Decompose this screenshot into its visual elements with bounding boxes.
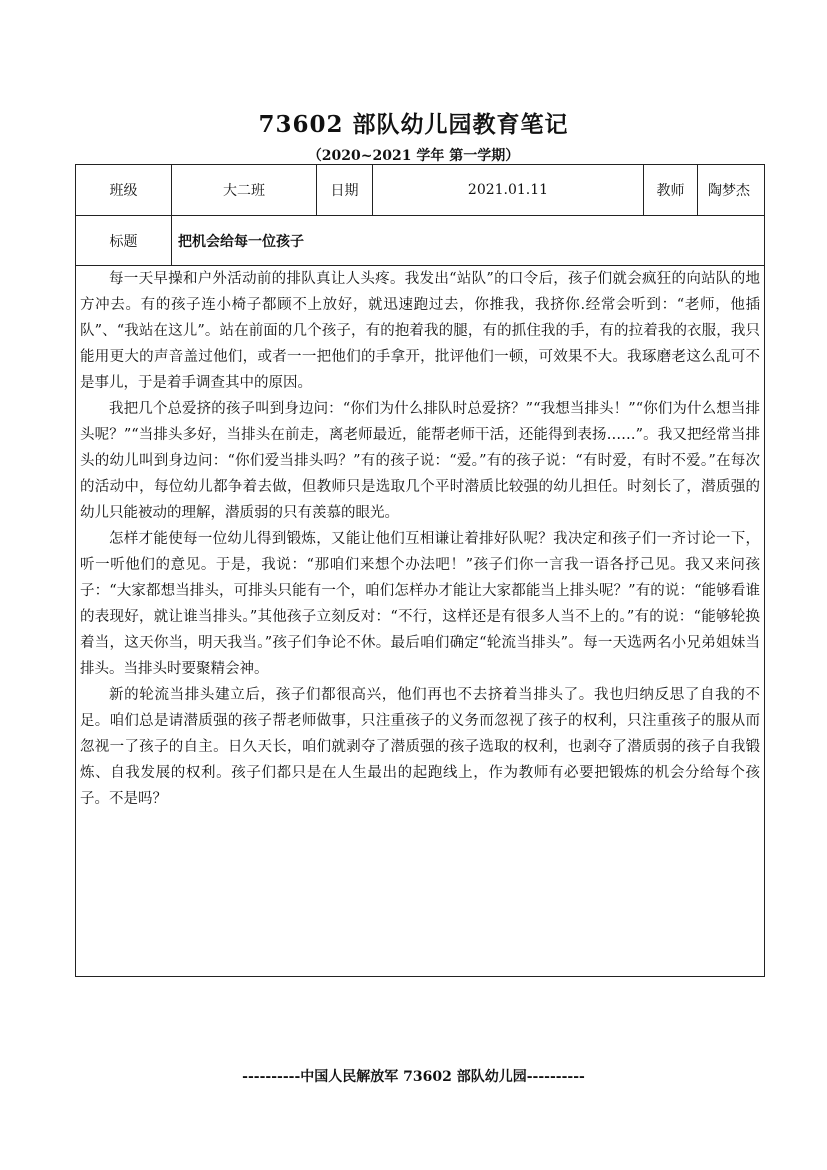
class-value: 大二班 [172,165,317,216]
essay-paragraph-1: 每一天早操和户外活动前的排队真让人头疼。我发出“站队”的口令后，孩子们就会疯狂的向站队的地方冲去。有的孩子连小椅子都顾不上放好，就迅速跑过去，你推我，我挤你.经常会听到：“老师，他插队”、“我站在这儿”。站在前面的几个孩子，有的抱着我的腿，有的抓住我的手，有的拉着我的衣服，我只能用更大的声音盖过他们，或者一一把他们的手拿开，批评他们一顿，可效果不大。我琢磨老这么乱可不是事儿，于是着手调查其中的原因。 [80,271,761,391]
page-footer: ----------中国人民解放军 73602 部队幼儿园---------- [242,1069,585,1085]
essay-cell [76,266,765,977]
class-label: 班级 [76,165,172,216]
date-value: 2021.01.11 [373,165,644,216]
teacher-value: 陶梦杰 [698,165,765,216]
topic-label: 标题 [76,216,172,266]
document-title: 73602 部队幼儿园教育笔记 [258,111,569,138]
document-subtitle: （2020~2021 学年 第一学期） [307,148,520,164]
topic-value: 把机会给每一位孩子 [172,216,765,266]
essay-paragraph-2: 我把几个总爱挤的孩子叫到身边问：“你们为什么排队时总爱挤？”“我想当排头！”“你们为什么想当排头呢？”“当排头多好，当排头在前走，离老师最近，能帮老师干活，还能得到表扬……”。我又把经常当排头的幼儿叫到身边问：“你们爱当排头吗？”有的孩子说：“爱。”有的孩子说：“有时爱，有时不爱。”在每次的活动中，每位幼儿都争着去做，但教师只是选取几个平时潜质比较强的幼儿担任。时刻长了，潜质强的幼儿只能被动的理解，潜质弱的只有羡慕的眼光。 [80,401,760,521]
teacher-label: 教师 [644,165,698,216]
topic-row [76,216,765,266]
essay-body [76,266,764,812]
essay-paragraph-4: 新的轮流当排头建立后，孩子们都很高兴，他们再也不去挤着当排头了。我也归纳反思了自我的不足。咱们总是请潜质强的孩子帮老师做事，只注重孩子的义务而忽视了孩子的权利，只注重孩子的服从而忽视一了孩子的自主。日久天长，咱们就剥夺了潜质强的孩子选取的权利，也剥夺了潜质弱的孩子自我锻炼、自我发展的权利。孩子们都只是在人生最出的起跑线上，作为教师有必要把锻炼的机会分给每个孩子。不是吗？ [80,687,760,807]
essay-paragraph-3: 怎样才能使每一位幼儿得到锻炼，又能让他们互相谦让着排好队呢？我决定和孩子们一齐讨论一下，听一听他们的意见。于是，我说：“那咱们来想个办法吧！”孩子们你一言我一语各抒己见。我又来问孩子：“大家都想当排头，可排头只能有一个，咱们怎样办才能让大家都能当上排头呢？”有的说：“能够看谁的表现好，就让谁当排头。”其他孩子立刻反对：“不行，这样还是有很多人当不上的。”有的说：“能够轮换着当，这天你当，明天我当。”孩子们争论不休。最后咱们确定“轮流当排头”。每一天选两名小兄弟姐妹当排头。当排头时要聚精会神。 [80,531,761,677]
header-row [76,165,765,216]
date-label: 日期 [317,165,373,216]
record-table [75,164,765,977]
essay-row [76,266,765,977]
